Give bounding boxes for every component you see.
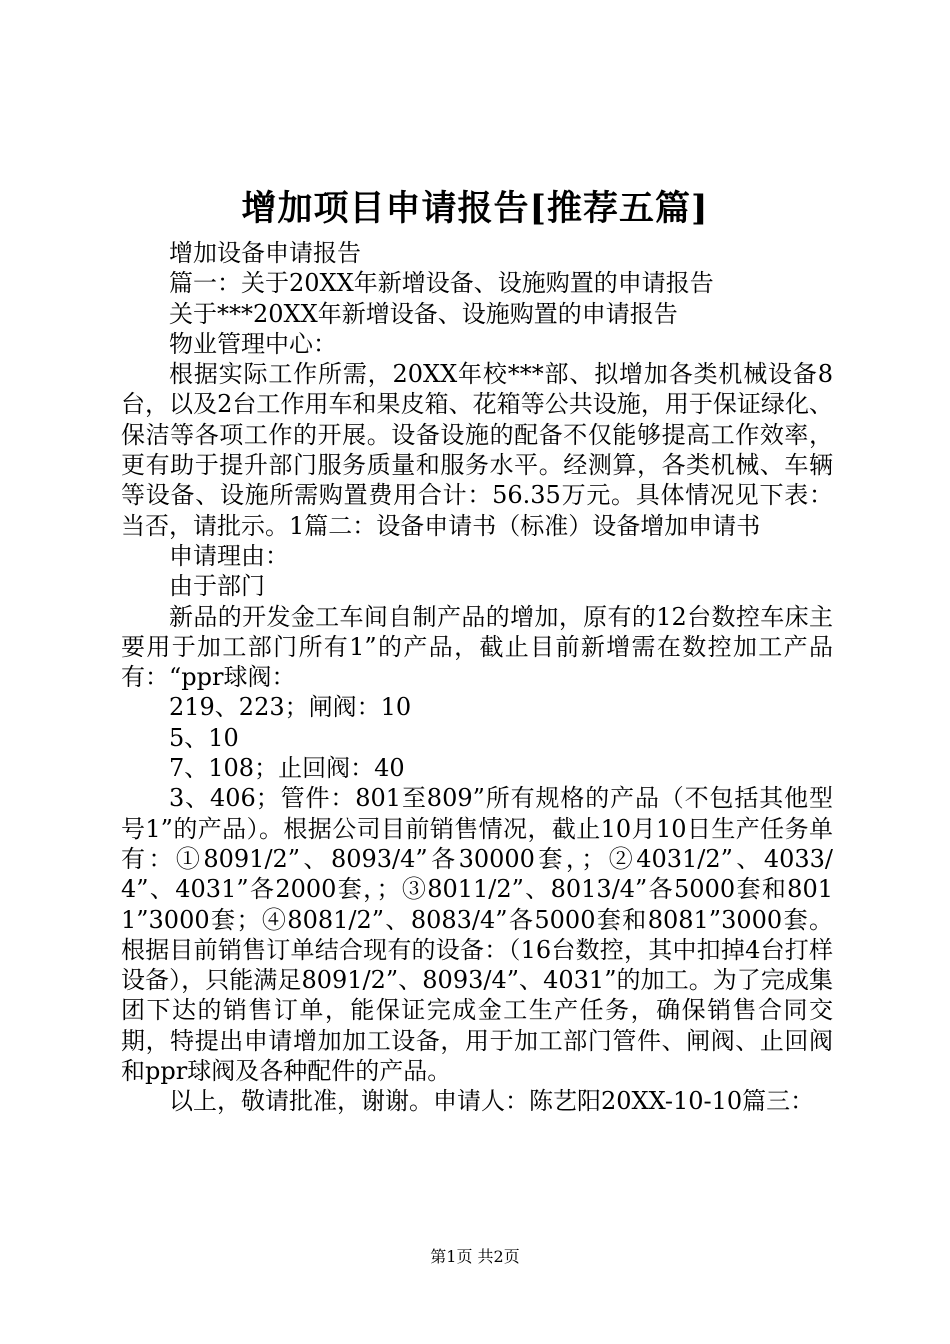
paragraph: 物业管理中心： <box>169 329 337 358</box>
document-title: 增加项目申请报告[推荐五篇] <box>241 188 709 229</box>
paragraph: 3、406；管件：801至809”所有规格的产品（不包括其他型号1”的产品）。根据公司目前销售情况，截止10月10日生产任务单有：①8091/2”、8093/4”各30000套，；②4031/2”、4033/4”、4031”各2000套，；③8011/2”、8013/4”各5000套和8011”3000套；④8081/2”、8083/4”各5000套和8081”3000套。根据目前销售订单结合现有的设备：（16台数控，其中扣掉4台打样设备），只能满足8091/2”、8093/4”、4031”的加工。为了完成集团下达的销售订单，能保证完成金工生产任务，确保销售合同交期，特提出申请增加加工设备，用于加工部门管件、闸阀、止回阀和ppr球阀及各种配件的产品。 <box>121 784 833 1086</box>
page-footer: 第1页 共2页 <box>430 1247 520 1266</box>
paragraph: 7、108；止回阀：40 <box>169 754 405 783</box>
paragraph: 增加设备申请报告 <box>169 239 361 267</box>
paragraph: 219、223；闸阀：10 <box>169 693 412 722</box>
paragraph: 篇一：关于20XX年新增设备、设施购置的申请报告 <box>169 269 714 298</box>
paragraph: 由于部门 <box>169 572 265 601</box>
document-body <box>121 238 833 1117</box>
paragraph: 5、10 <box>169 723 239 752</box>
paragraph: 根据实际工作所需，20XX年校***部、拟增加各类机械设备8台，以及2台工作用车和果皮箱、花箱等公共设施，用于保证绿化、保洁等各项工作的开展。设备设施的配备不仅能够提高工作效率，更有助于提升部门服务质量和服务水平。经测算，各类机械、车辆等设备、设施所需购置费用合计：56.35万元。具体情况见下表：当否，请批示。1篇二：设备申请书（标准）设备增加申请书 <box>121 360 833 540</box>
paragraph: 关于***20XX年新增设备、设施购置的申请报告 <box>169 299 678 328</box>
paragraph: 新品的开发金工车间自制产品的增加，原有的12台数控车床主要用于加工部门所有1”的产品，截止目前新增需在数控加工产品有：“ppr球阀： <box>121 602 833 692</box>
paragraph: 申请理由： <box>169 541 289 570</box>
paragraph: 以上，敬请批准，谢谢。申请人：陈艺阳20XX-10-10篇三： <box>169 1087 815 1116</box>
